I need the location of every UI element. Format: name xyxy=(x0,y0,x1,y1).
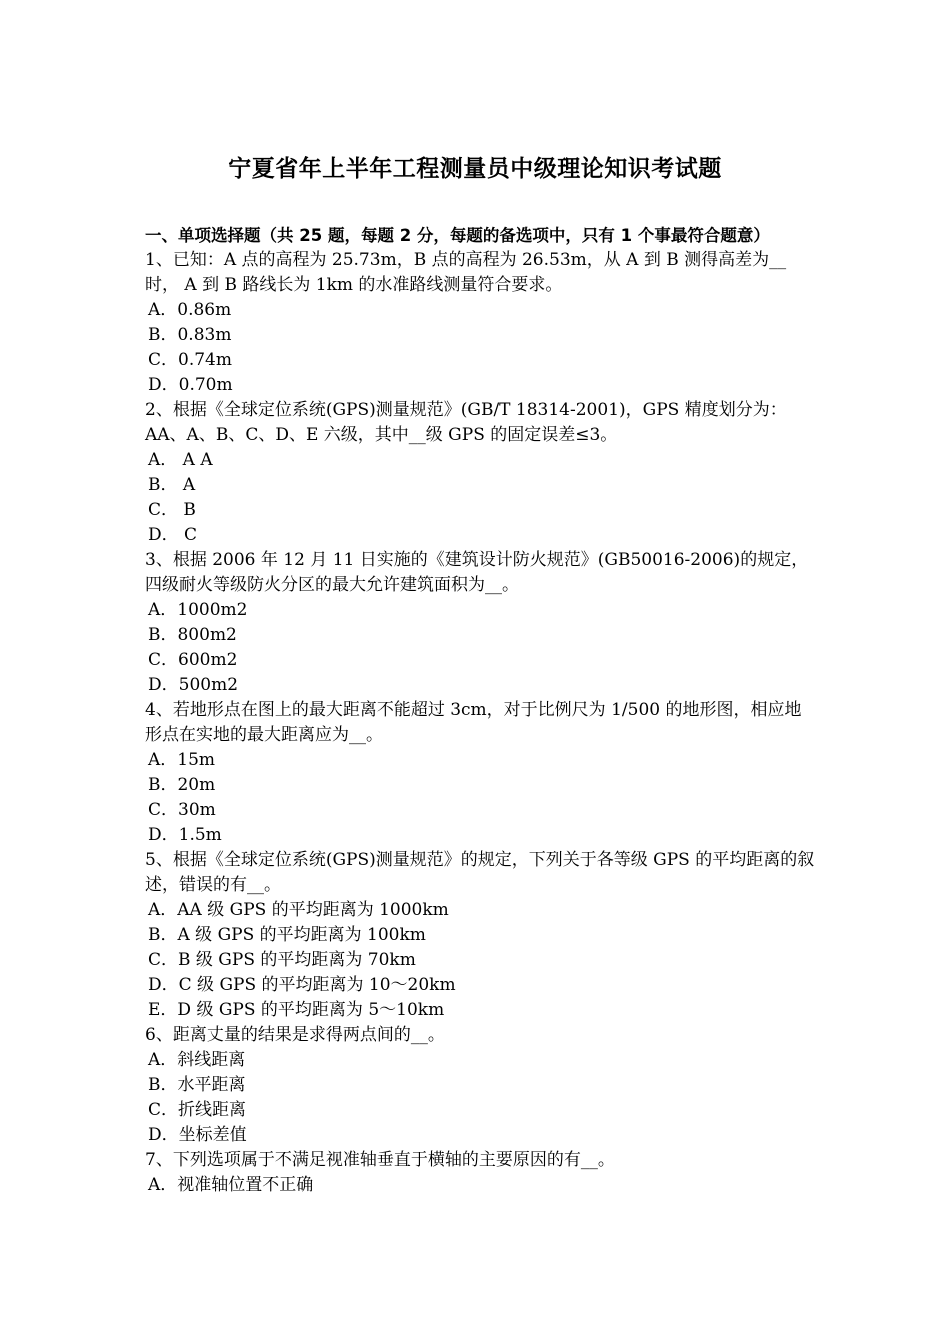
option-item: B．水平距离 xyxy=(148,1075,246,1095)
question-block xyxy=(145,1148,815,1198)
option-item: B． A xyxy=(148,475,196,495)
question-block xyxy=(145,548,815,698)
question-text: 2、根据《全球定位系统(GPS)测量规范》(GB/T 18314-2001)，GPS 精度划分为：AA、A、B、C、D、E 六级，其中__级 GPS 的固定误差≤3。 xyxy=(145,400,787,445)
question-text: 6、距离丈量的结果是求得两点间的__。 xyxy=(145,1025,445,1045)
option-item: A．15m xyxy=(148,750,216,770)
question-block xyxy=(145,398,815,548)
question-block xyxy=(145,848,815,1023)
option-item: D．坐标差值 xyxy=(148,1125,247,1145)
question-block xyxy=(145,698,815,848)
option-item: D．1.5m xyxy=(148,825,222,845)
option-item: A．AA 级 GPS 的平均距离为 1000km xyxy=(148,900,449,920)
option-item: C． B xyxy=(148,500,196,520)
section-heading: 一、单项选择题（共 25 题，每题 2 分，每题的备选项中，只有 1 个事最符合题意） xyxy=(145,226,770,245)
question-text: 5、根据《全球定位系统(GPS)测量规范》的规定，下列关于各等级 GPS 的平均距离的叙述，错误的有__。 xyxy=(145,850,815,895)
exam-content xyxy=(145,223,815,1198)
option-item: B．800m2 xyxy=(148,625,237,645)
page-title: 宁夏省年上半年工程测量员中级理论知识考试题 xyxy=(228,156,722,182)
question-text: 7、下列选项属于不满足视准轴垂直于横轴的主要原因的有__。 xyxy=(145,1150,615,1170)
option-item: A．0.86m xyxy=(148,300,232,320)
option-item: A．斜线距离 xyxy=(148,1050,246,1070)
option-item: D． C xyxy=(148,525,198,545)
option-item: B．A 级 GPS 的平均距离为 100km xyxy=(148,925,426,945)
option-item: B．20m xyxy=(148,775,216,795)
option-item: C．0.74m xyxy=(148,350,232,370)
option-item: A． A A xyxy=(148,450,213,470)
option-item: E．D 级 GPS 的平均距离为 5～10km xyxy=(148,1000,445,1020)
option-item: C．B 级 GPS 的平均距离为 70km xyxy=(148,950,416,970)
question-text: 4、若地形点在图上的最大距离不能超过 3cm，对于比例尺为 1/500 的地形图，相应地形点在实地的最大距离应为__。 xyxy=(145,700,802,745)
question-text: 1、已知：A 点的高程为 25.73m，B 点的高程为 26.53m，从 A 到 B 测得高差为__时， A 到 B 路线长为 1km 的水准路线测量符合要求。 xyxy=(145,250,787,295)
option-item: D．0.70m xyxy=(148,375,233,395)
option-item: A．视准轴位置不正确 xyxy=(148,1175,314,1195)
question-block xyxy=(145,248,815,398)
option-item: C．600m2 xyxy=(148,650,238,670)
option-item: A．1000m2 xyxy=(148,600,248,620)
option-item: C．折线距离 xyxy=(148,1100,247,1120)
option-item: D．C 级 GPS 的平均距离为 10～20km xyxy=(148,975,456,995)
option-item: C．30m xyxy=(148,800,216,820)
question-text: 3、根据 2006 年 12 月 11 日实施的《建筑设计防火规范》(GB50016-2006)的规定，四级耐火等级防火分区的最大允许建筑面积为__。 xyxy=(145,550,809,595)
option-item: B．0.83m xyxy=(148,325,232,345)
option-item: D．500m2 xyxy=(148,675,239,695)
question-block xyxy=(145,1023,815,1148)
